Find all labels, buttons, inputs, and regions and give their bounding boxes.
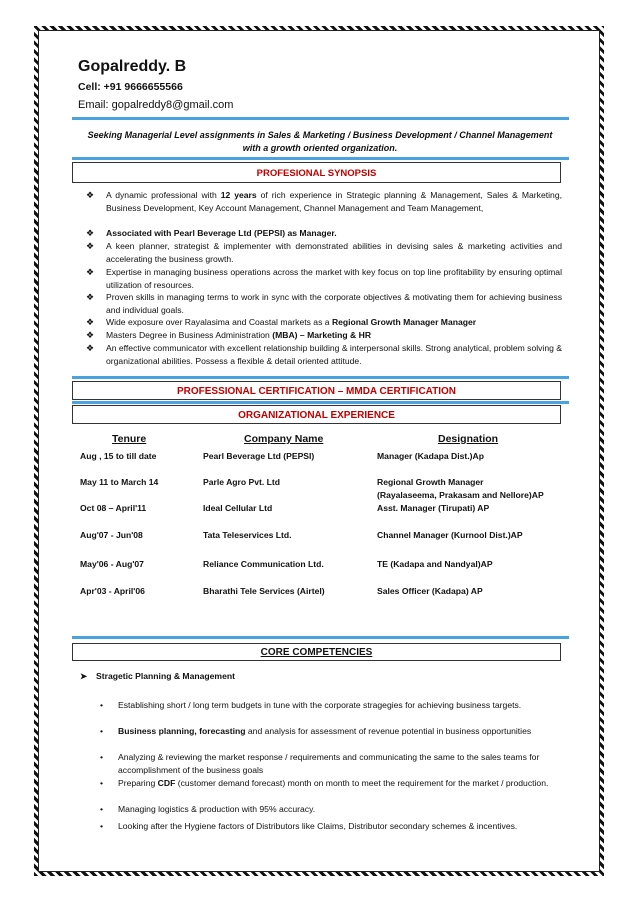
synopsis-item-text: Expertise in managing business operations across the market with key focus on top line profitability by ensuring optimal utilization of resources.: [106, 267, 562, 290]
synopsis-item-text: A keen planner, strategist & implementer with demonstrated abilities in devising sales & marketing activities and accelerating the business growth.: [106, 241, 562, 264]
diamond-bullet-icon: ❖: [86, 292, 95, 302]
diamond-bullet-icon: ❖: [86, 343, 95, 353]
arrow-bullet-icon: ➤: [80, 671, 88, 681]
tenure-cell: May 11 to March 14: [80, 477, 159, 487]
designation-cell: Channel Manager (Kurnool Dist.)AP: [377, 530, 523, 540]
diamond-bullet-icon: ❖: [86, 241, 95, 251]
competency-item-text: Business planning, forecasting and analysis for assessment of revenue potential in business opportunities: [118, 726, 532, 736]
bullet-dot-icon: •: [100, 804, 104, 814]
bullet-dot-icon: •: [100, 778, 104, 788]
synopsis-item: [86, 316, 562, 329]
bullet-dot-icon: •: [100, 726, 104, 736]
divider: [72, 401, 569, 404]
tenure-cell: Apr'03 - April'06: [80, 586, 145, 596]
competency-item: [100, 751, 560, 777]
competencies-heading-text: CORE COMPETENCIES: [260, 647, 373, 658]
synopsis-heading: PROFESIONAL SYNOPSIS: [72, 162, 561, 183]
tenure-cell: Oct 08 – April'11: [80, 503, 147, 513]
competency-subheading-text: Stragetic Planning & Management: [96, 671, 235, 681]
designation-cell: TE (Kadapa and Nandyal)AP: [377, 559, 493, 569]
synopsis-item: [86, 189, 562, 214]
designation-cell: Sales Officer (Kadapa) AP: [377, 586, 483, 596]
bullet-dot-icon: •: [100, 752, 104, 762]
career-objective: Seeking Managerial Level assignments in Sales & Marketing / Business Development / Channel Management with a growth oriented organization.: [87, 130, 553, 153]
column-header-company: Company Name: [244, 433, 324, 445]
synopsis-item-text: Wide exposure over Rayalasima and Coastal markets as a Regional Growth Manager Manager: [106, 317, 477, 327]
tenure-cell: May'06 - Aug'07: [80, 559, 144, 569]
candidate-name: Gopalreddy. B: [78, 58, 187, 75]
competency-item-text: Preparing CDF (customer demand forecast) month on month to meet the requirement for the market / production.: [118, 778, 549, 788]
divider: [72, 117, 569, 120]
synopsis-item: [86, 342, 562, 367]
company-cell: Parle Agro Pvt. Ltd: [203, 477, 281, 487]
company-cell: Reliance Communication Ltd.: [203, 559, 324, 569]
competency-item: [100, 725, 560, 738]
bullet-dot-icon: •: [100, 821, 104, 831]
divider: [72, 376, 569, 379]
column-header-designation: Designation: [438, 433, 499, 445]
company-cell: Ideal Cellular Ltd: [203, 503, 273, 513]
email-address: Email: gopalreddy8@gmail.com: [78, 99, 234, 111]
synopsis-item: [86, 266, 562, 291]
competency-item: [100, 820, 560, 833]
synopsis-item: [86, 329, 562, 342]
phone-number: Cell: +91 9666655566: [78, 81, 183, 93]
competencies-heading: [72, 643, 561, 661]
divider: [72, 157, 569, 160]
company-cell: Bharathi Tele Services (Airtel): [203, 586, 325, 596]
competency-subheading: [80, 671, 235, 682]
competency-item: [100, 803, 560, 816]
synopsis-item: [86, 291, 562, 316]
certification-heading: PROFESSIONAL CERTIFICATION – MMDA CERTIFICATION: [72, 381, 561, 400]
divider: [72, 636, 569, 639]
experience-heading: ORGANIZATIONAL EXPERIENCE: [72, 405, 561, 424]
competency-item: [100, 699, 560, 712]
competency-item-text: Establishing short / long term budgets in tune with the corporate stragegies for achieving business targets.: [118, 700, 522, 710]
competency-item: [100, 777, 560, 790]
tenure-cell: Aug , 15 to till date: [80, 451, 157, 461]
company-cell: Tata Teleservices Ltd.: [203, 530, 292, 540]
bullet-dot-icon: •: [100, 700, 104, 710]
diamond-bullet-icon: ❖: [86, 267, 95, 277]
tenure-cell: Aug'07 - Jun'08: [80, 530, 143, 540]
diamond-bullet-icon: ❖: [86, 228, 95, 238]
competency-item-text: Analyzing & reviewing the market response / requirements and communicating the same to the sales teams for accomplishment of the business goals: [118, 752, 540, 775]
synopsis-item-text: A dynamic professional with 12 years of rich experience in Strategic planning & Management, Sales & Marketing, Business Development, Key Account Management, Channel Management and Team Management,: [106, 190, 562, 213]
competency-item-text: Looking after the Hygiene factors of Distributors like Claims, Distributor secondary schemes & incentives.: [118, 821, 518, 831]
company-cell: Pearl Beverage Ltd (PEPSI): [203, 451, 315, 461]
synopsis-item: [86, 240, 562, 265]
synopsis-item-text: Masters Degree in Business Administration (MBA) – Marketing & HR: [106, 330, 372, 340]
column-header-tenure: Tenure: [112, 433, 147, 445]
designation-cell: Manager (Kadapa Dist.)Ap: [377, 451, 484, 461]
synopsis-item: [86, 227, 562, 240]
synopsis-item-text: An effective communicator with excellent relationship building & interpersonal skills. Strong analytical, problem solving & organizational abilities. Possess a flexible & detail oriented attitude.: [106, 343, 563, 366]
designation-cell: Asst. Manager (Tirupati) AP: [377, 503, 490, 513]
competency-item-text: Managing logistics & production with 95% accuracy.: [118, 804, 316, 814]
diamond-bullet-icon: ❖: [86, 330, 95, 340]
synopsis-item-text: Proven skills in managing terms to work in sync with the corporate objectives & motivating them for achieving business and individual goals.: [106, 292, 562, 315]
designation-cell: Regional Growth Manager (Rayalaseema, Prakasam and Nellore)AP: [377, 477, 544, 500]
synopsis-item-text: Associated with Pearl Beverage Ltd (PEPSI) as Manager.: [106, 228, 337, 238]
diamond-bullet-icon: ❖: [86, 317, 95, 327]
diamond-bullet-icon: ❖: [86, 190, 95, 200]
